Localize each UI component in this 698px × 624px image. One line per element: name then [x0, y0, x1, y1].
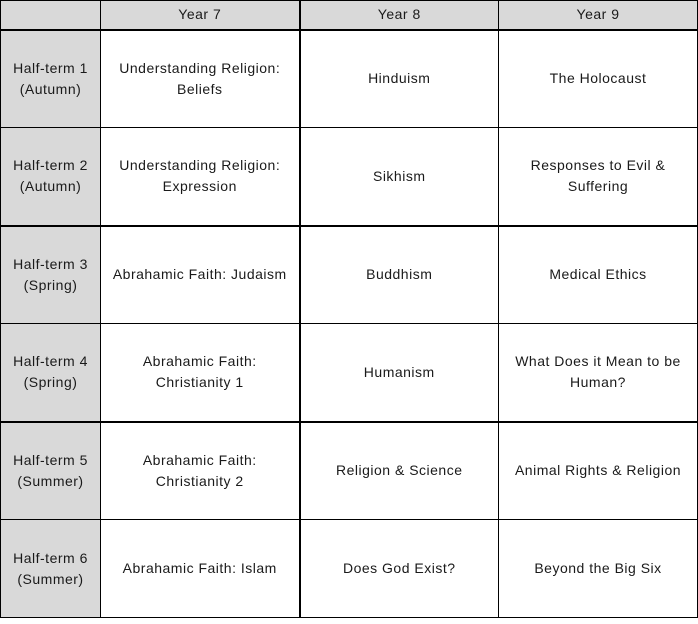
topic-cell-year-7 [101, 226, 300, 324]
table-row [1, 226, 698, 324]
topic-cell-year-8 [300, 128, 499, 226]
table-row [1, 324, 698, 422]
row-header-line: (Summer) [17, 570, 84, 587]
topic-line: Abrahamic Faith: [142, 353, 257, 370]
topic-line: Christianity 1 [155, 374, 244, 391]
topic-line: Responses to Evil & [530, 157, 666, 174]
topic-cell-year-7 [101, 422, 300, 520]
topic-line: Abrahamic Faith: Judaism [112, 266, 287, 283]
table-row [1, 422, 698, 520]
topic-line: Animal Rights & Religion [514, 462, 682, 479]
row-header-line: Half-term 2 [13, 157, 88, 174]
topic-line: Religion & Science [335, 462, 463, 479]
topic-line: Understanding Religion: [119, 59, 281, 76]
topic-line: Abrahamic Faith: Islam [122, 560, 277, 576]
row-header-line: Half-term 3 [13, 255, 88, 272]
row-header-line: Half-term 1 [13, 59, 88, 76]
topic-line: Does God Exist? [342, 560, 456, 576]
topic-line: Expression [162, 178, 237, 195]
topic-line: Human? [570, 374, 626, 391]
topic-cell-year-9 [499, 324, 698, 422]
row-header-half-term-2 [1, 128, 101, 226]
row-header-half-term-4 [1, 324, 101, 422]
column-header-year-8: Year 8 [300, 1, 499, 30]
corner-cell [1, 1, 101, 30]
topic-cell-year-7 [101, 128, 300, 226]
topic-cell-year-9 [499, 226, 698, 324]
topic-cell-year-9 [499, 422, 698, 520]
column-header-year-7: Year 7 [101, 1, 300, 30]
topic-line: Medical Ethics [549, 266, 647, 283]
topic-cell-year-9 [499, 30, 698, 128]
column-header-year-9: Year 9 [499, 1, 698, 30]
table-row [1, 520, 698, 618]
topic-cell-year-9 [499, 520, 698, 618]
topic-cell-year-8 [300, 30, 499, 128]
row-header-line: (Spring) [23, 276, 78, 293]
topic-line: The Holocaust [549, 70, 647, 87]
topic-line: Abrahamic Faith: [142, 451, 257, 468]
topic-cell-year-7 [101, 324, 300, 422]
row-header-line: (Spring) [23, 374, 78, 391]
topic-line: Understanding Religion: [119, 157, 281, 174]
topic-line: Sikhism [372, 167, 426, 184]
topic-cell-year-8 [300, 324, 499, 422]
row-header-half-term-3 [1, 226, 101, 324]
table-row [1, 128, 698, 226]
row-header-line: (Autumn) [19, 80, 82, 97]
table-row [1, 30, 698, 128]
row-header-line: Half-term 5 [13, 451, 88, 468]
topic-line: Beyond the Big Six [534, 560, 662, 576]
topic-cell-year-7 [101, 520, 300, 618]
topic-cell-year-8 [300, 520, 499, 618]
row-header-line: Half-term 6 [13, 549, 88, 566]
topic-cell-year-8 [300, 422, 499, 520]
header-row [1, 1, 698, 30]
topic-line: Christianity 2 [155, 472, 244, 489]
row-header-line: (Summer) [17, 472, 84, 489]
row-header-half-term-1 [1, 30, 101, 128]
topic-line: What Does it Mean to be [515, 353, 681, 370]
row-header-half-term-6 [1, 520, 101, 618]
topic-line: Buddhism [366, 266, 433, 283]
row-header-half-term-5 [1, 422, 101, 520]
topic-cell-year-7 [101, 30, 300, 128]
topic-cell-year-9 [499, 128, 698, 226]
row-header-line: Half-term 4 [13, 353, 88, 370]
topic-line: Hinduism [368, 70, 431, 87]
topic-line: Beliefs [176, 80, 223, 97]
topic-line: Suffering [567, 178, 629, 195]
row-header-line: (Autumn) [19, 178, 82, 195]
topic-line: Humanism [363, 363, 435, 380]
topic-cell-year-8 [300, 226, 499, 324]
